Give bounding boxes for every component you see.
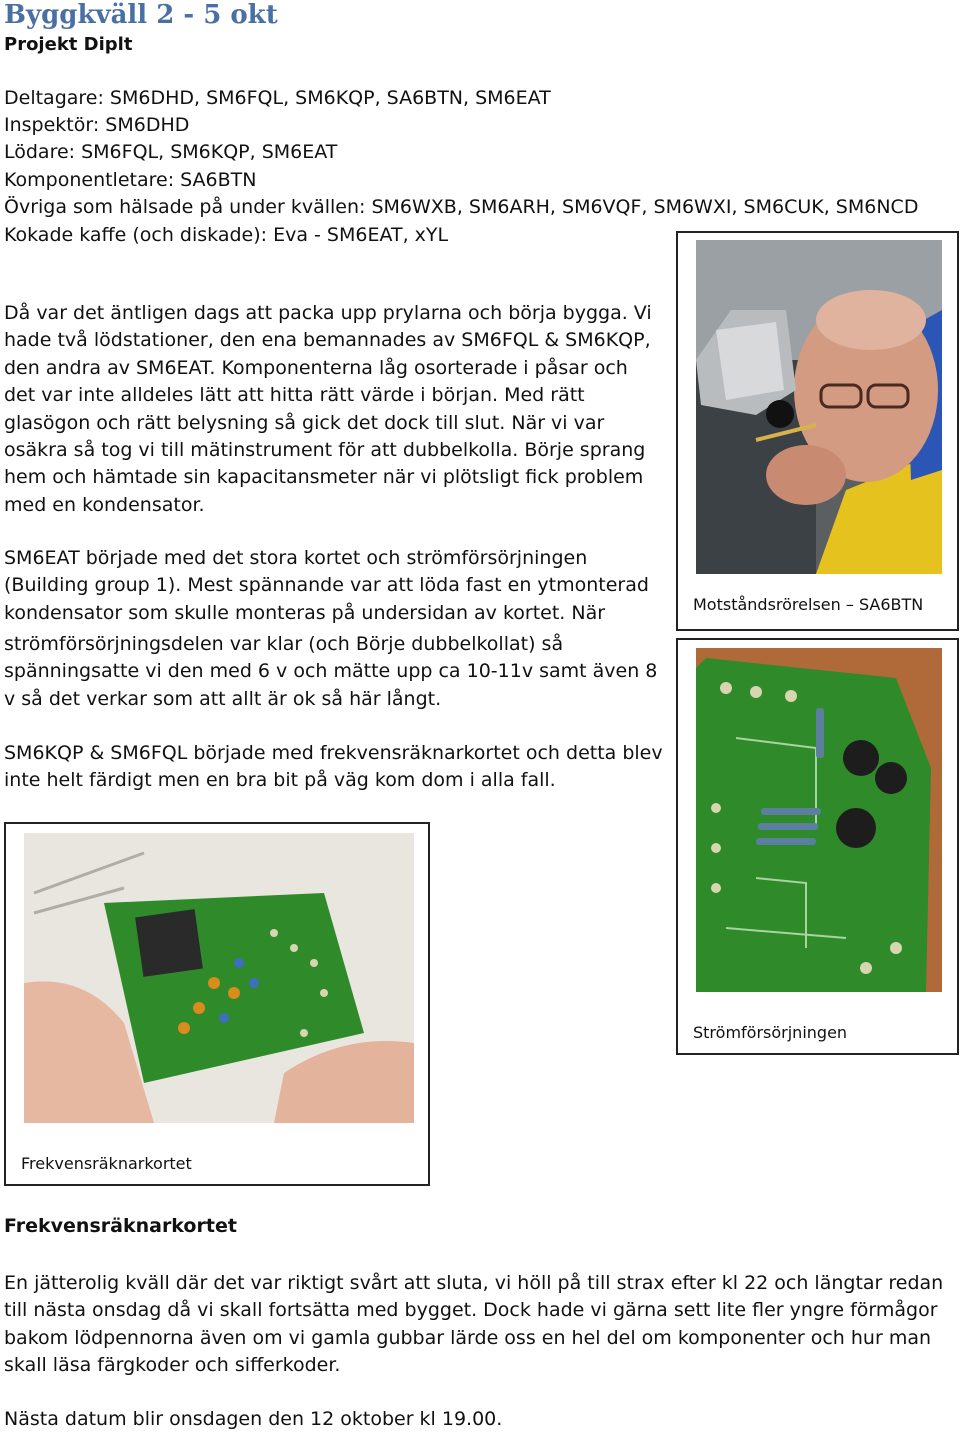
project-subtitle: Projekt Diplt	[4, 34, 133, 55]
paragraph-summary: En jätterolig kväll där det var riktigt svårt att sluta, vi höll på till strax efter kl 22 och längtar redan till nästa onsdag då vi skall fortsätta med bygget. Dock hade vi gärna sett lite fler yngre förmågor bakom lödpennorna även om vi gamla gubbar lärde oss en hel del om komponenter och hur man skall läsa färgkoder och sifferkoder.	[4, 1272, 944, 1377]
figure-soldering-photo	[676, 231, 959, 631]
paragraph-frequency-counter: SM6KQP & SM6FQL började med frekvensräknarkortet och detta blev inte helt färdigt men en bra bit på väg kom dom i alla fall.	[4, 742, 663, 792]
section-heading: Frekvensräknarkortet	[4, 1215, 237, 1237]
paragraph-power-supply-b: strömförsörjningsdelen var klar (och Börje dubbelkollat) så spänningsatte vi den med 6 v och mätte upp ca 10-11v samt även 8 v så det verkar som att allt är ok så här långt.	[4, 633, 658, 710]
man-soldering-photo	[696, 240, 942, 574]
component-finder-line: Komponentletare: SA6BTN	[4, 169, 257, 191]
paragraph-power-supply-a: SM6EAT började med det stora kortet och strömförsörjningen (Building group 1). Mest spännande var att löda fast en ytmonterad kondensator som skulle monteras på undersidan av kortet. När	[4, 547, 649, 624]
photo1-caption: Motståndsrörelsen – SA6BTN	[693, 595, 924, 614]
inspector-line: Inspektör: SM6DHD	[4, 114, 190, 136]
figure-power-supply-photo	[676, 638, 959, 1055]
photo3-caption: Frekvensräknarkortet	[21, 1154, 192, 1173]
power-supply-board-photo	[696, 648, 942, 992]
coffee-line: Kokade kaffe (och diskade): Eva - SM6EAT, xYL	[4, 224, 449, 246]
photo2-caption: Strömförsörjningen	[693, 1023, 848, 1042]
next-date: Nästa datum blir onsdagen den 12 oktober kl 19.00.	[4, 1408, 503, 1430]
page-title: Byggkväll 2 - 5 okt	[4, 0, 278, 30]
figure-frequency-counter-photo	[4, 822, 430, 1186]
solderers-line: Lödare: SM6FQL, SM6KQP, SM6EAT	[4, 141, 338, 163]
frequency-counter-board-photo	[24, 833, 414, 1123]
paragraph-intro: Då var det äntligen dags att packa upp prylarna och börja bygga. Vi hade två lödstationer, den ena bemannades av SM6FQL & SM6KQP, den andra av SM6EAT. Komponenterna låg osorterade i påsar och det var inte alldeles lätt att hitta rätt värde i början. Med rätt glasögon och rätt belysning så gick det dock till slut. När vi var osäkra så tog vi till mätinstrument för att dubbelkolla. Börje sprang hem och hämtade sin kapacitansmeter när vi plötsligt fick problem med en kondensator.	[4, 302, 652, 516]
participants-line: Deltagare: SM6DHD, SM6FQL, SM6KQP, SA6BTN, SM6EAT	[4, 87, 551, 109]
visitors-line: Övriga som hälsade på under kvällen: SM6WXB, SM6ARH, SM6VQF, SM6WXI, SM6CUK, SM6NCD	[4, 196, 919, 218]
